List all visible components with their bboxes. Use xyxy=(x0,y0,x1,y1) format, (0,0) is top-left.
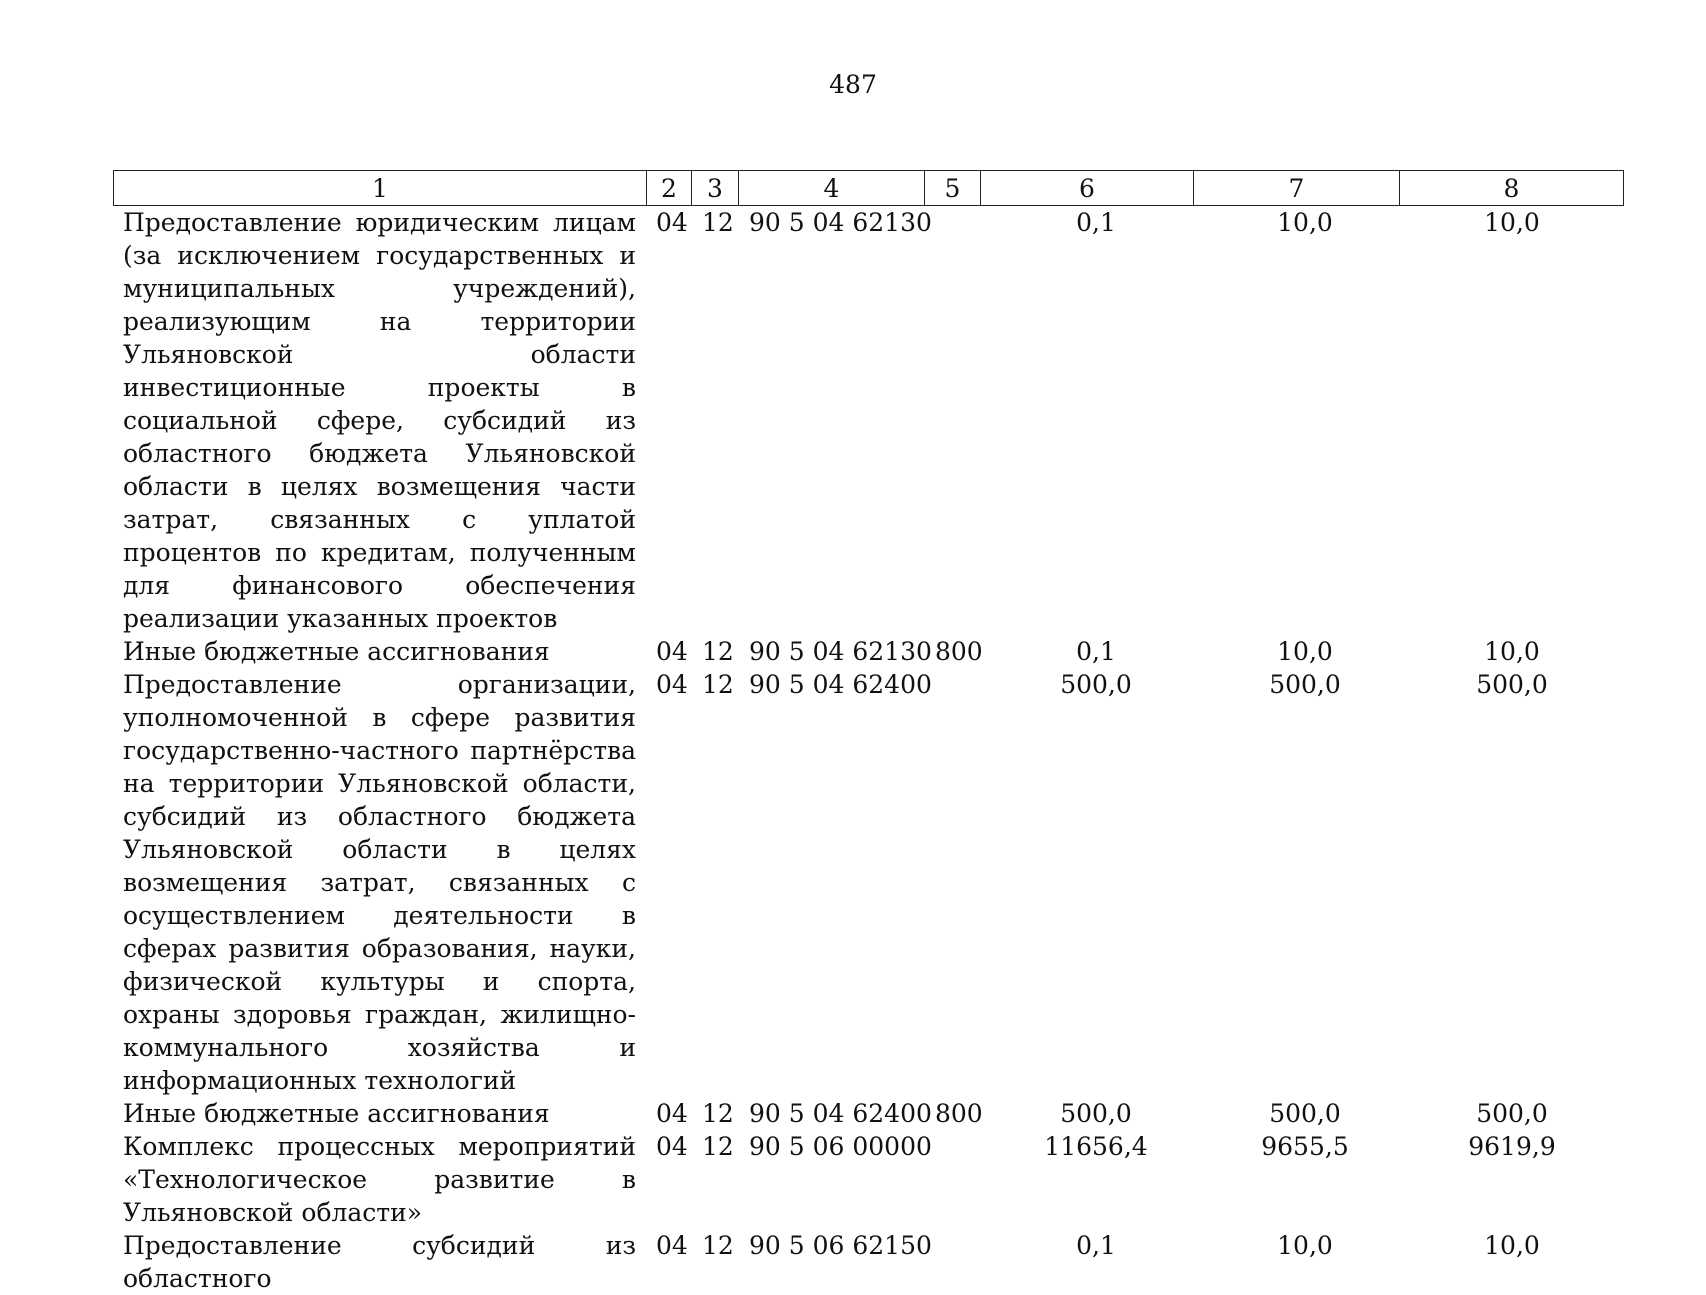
row-value-col6: 0,1 xyxy=(1076,208,1116,237)
header-col-1: 1 xyxy=(114,171,647,206)
row-value-col6: 11656,4 xyxy=(1044,1132,1148,1161)
row-value-col6: 0,1 xyxy=(1076,637,1116,666)
row-value-col8: 500,0 xyxy=(1476,1099,1548,1128)
header-col-5: 5 xyxy=(925,171,981,206)
row-subsection: 12 xyxy=(702,637,734,666)
row-expense-type: 800 xyxy=(935,637,983,666)
row-section: 04 xyxy=(656,670,688,699)
row-subsection: 12 xyxy=(702,1231,734,1260)
row-target-code: 90 5 06 00000 xyxy=(749,1132,932,1161)
row-value-col6: 500,0 xyxy=(1060,1099,1132,1128)
row-value-col7: 10,0 xyxy=(1277,637,1333,666)
row-value-col8: 500,0 xyxy=(1476,670,1548,699)
header-col-7: 7 xyxy=(1194,171,1400,206)
table-row xyxy=(0,206,1706,635)
table-row xyxy=(0,1229,1706,1295)
row-expense-type: 800 xyxy=(935,1099,983,1128)
row-value-col7: 10,0 xyxy=(1277,1231,1333,1260)
table-header xyxy=(113,170,1624,206)
row-section: 04 xyxy=(656,1099,688,1128)
table-body xyxy=(0,206,1706,1295)
row-target-code: 90 5 04 62130 xyxy=(749,637,932,666)
row-value-col6: 500,0 xyxy=(1060,670,1132,699)
row-target-code: 90 5 04 62130 xyxy=(749,208,932,237)
row-subsection: 12 xyxy=(702,1099,734,1128)
table-row xyxy=(0,1130,1706,1229)
row-description: Предоставление организации, уполномоченной в сфере развития государственно-частного партнёрства на территории Ульяновской области, субсидий из областного бюджета Ульяновской области в целях возмещения затрат, связанных с осуществлением деятельности в сферах развития образования, науки, физической культуры и спорта, охраны здоровья граждан, жилищно-коммунального хозяйства и информационных технологий xyxy=(123,670,636,1095)
table-row xyxy=(0,635,1706,668)
header-col-2: 2 xyxy=(647,171,692,206)
row-subsection: 12 xyxy=(702,1132,734,1161)
row-value-col7: 10,0 xyxy=(1277,208,1333,237)
row-subsection: 12 xyxy=(702,208,734,237)
row-value-col8: 10,0 xyxy=(1484,637,1540,666)
header-col-4: 4 xyxy=(739,171,925,206)
table-row xyxy=(0,668,1706,1097)
row-value-col8: 10,0 xyxy=(1484,1231,1540,1260)
row-target-code: 90 5 06 62150 xyxy=(749,1231,932,1260)
header-col-3: 3 xyxy=(692,171,739,206)
row-description: Иные бюджетные ассигнования xyxy=(123,1099,550,1128)
row-target-code: 90 5 04 62400 xyxy=(749,1099,932,1128)
row-section: 04 xyxy=(656,208,688,237)
row-description: Комплекс процессных мероприятий «Технологическое развитие в Ульяновской области» xyxy=(123,1132,636,1227)
row-description: Иные бюджетные ассигнования xyxy=(123,637,550,666)
row-section: 04 xyxy=(656,1132,688,1161)
row-value-col6: 0,1 xyxy=(1076,1231,1116,1260)
row-value-col7: 9655,5 xyxy=(1261,1132,1349,1161)
row-value-col8: 9619,9 xyxy=(1468,1132,1556,1161)
row-description: Предоставление субсидий из областного xyxy=(123,1231,636,1293)
row-value-col8: 10,0 xyxy=(1484,208,1540,237)
row-value-col7: 500,0 xyxy=(1269,1099,1341,1128)
header-col-8: 8 xyxy=(1400,171,1624,206)
page-number: 487 xyxy=(829,70,877,99)
row-value-col7: 500,0 xyxy=(1269,670,1341,699)
header-col-6: 6 xyxy=(981,171,1194,206)
row-section: 04 xyxy=(656,1231,688,1260)
row-section: 04 xyxy=(656,637,688,666)
row-description: Предоставление юридическим лицам (за исключением государственных и муниципальных учреждений), реализующим на территории Ульяновской области инвестиционные проекты в социальной сфере, субсидий из областного бюджета Ульяновской области в целях возмещения части затрат, связанных с уплатой процентов по кредитам, полученным для финансового обеспечения реализации указанных проектов xyxy=(123,208,636,633)
table-row xyxy=(0,1097,1706,1130)
row-subsection: 12 xyxy=(702,670,734,699)
row-target-code: 90 5 04 62400 xyxy=(749,670,932,699)
